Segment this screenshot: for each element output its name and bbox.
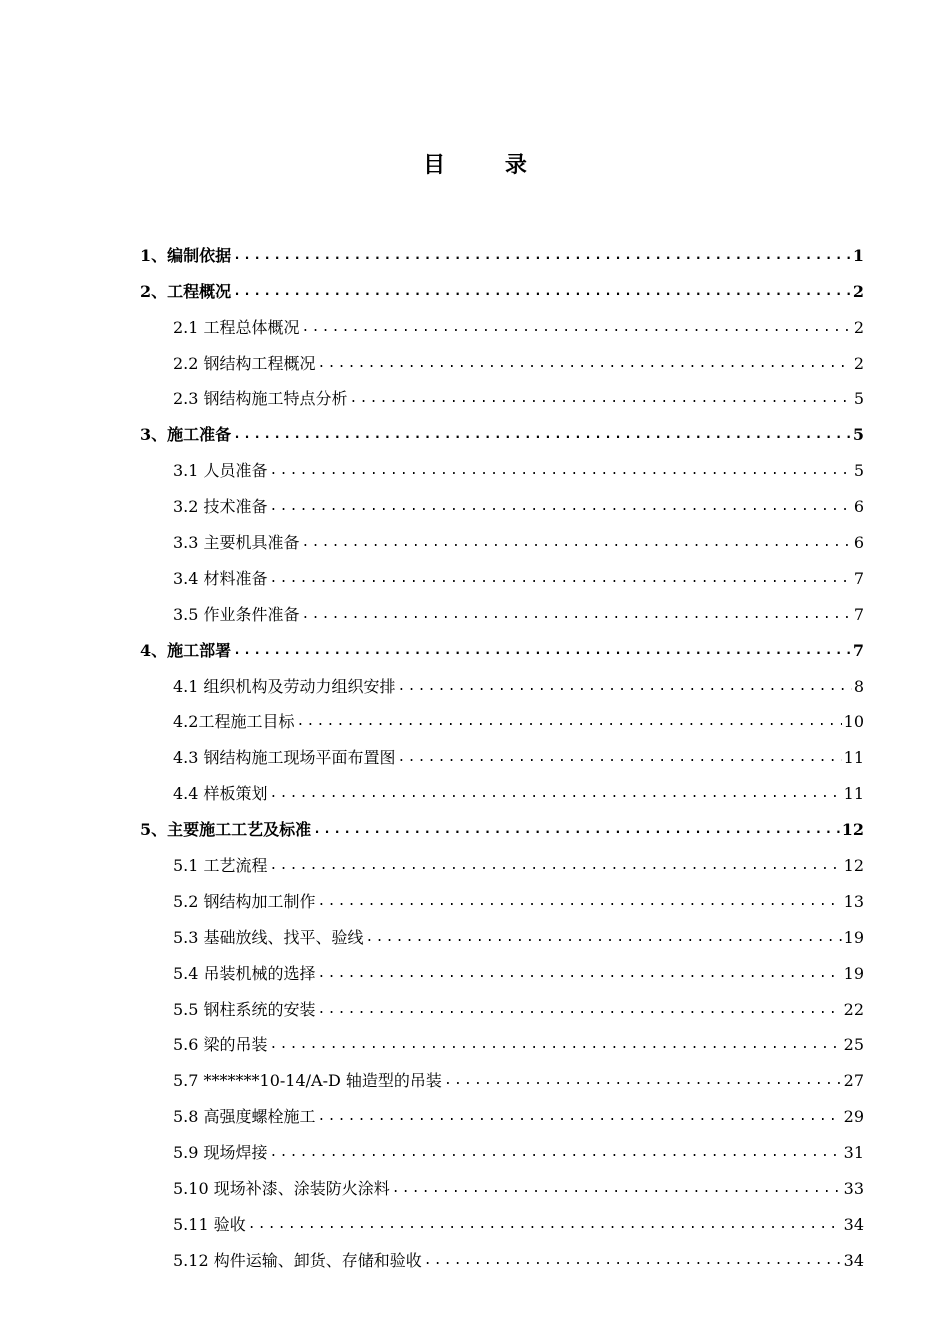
toc-dot-leader [302,604,852,628]
toc-dot-leader [270,783,842,807]
toc-entry-page-number: 6 [853,497,864,517]
toc-entry-label: 3.5 作业条件准备 [173,604,300,624]
toc-entry-page-number: 19 [843,927,864,947]
toc-entry[interactable] [140,269,864,305]
toc-entry-page-number: 10 [843,712,864,732]
toc-dot-leader [233,640,851,664]
toc-entry-label: 5.8 高强度螺栓施工 [173,1107,316,1127]
toc-entry-label: 3.3 主要机具准备 [173,533,300,553]
toc-entry[interactable] [140,448,864,484]
toc-entry[interactable] [140,305,864,341]
toc-entry[interactable] [140,341,864,377]
toc-entry-label: 4.3 钢结构施工现场平面布置图 [173,748,396,768]
toc-entry-label: 3.2 技术准备 [173,497,268,517]
toc-entry[interactable] [140,520,864,556]
toc-dot-leader [233,424,851,448]
toc-dot-leader [318,891,842,915]
toc-entry[interactable] [140,412,864,448]
toc-entry[interactable] [140,771,864,807]
toc-dot-leader [233,281,851,305]
toc-entry-label: 2.2 钢结构工程概况 [173,353,316,373]
toc-entry[interactable] [140,628,864,664]
toc-entry-page-number: 19 [843,963,864,983]
toc-entry-page-number: 7 [853,568,864,588]
toc-entry[interactable] [140,484,864,520]
toc-entry-page-number: 11 [843,748,864,768]
toc-entry-label: 2、工程概况 [140,281,232,301]
toc-entry-label: 4.1 组织机构及劳动力组织安排 [173,676,396,696]
toc-entry-page-number: 22 [843,999,864,1019]
toc-entry-page-number: 8 [853,676,864,696]
toc-dot-leader [248,1214,842,1238]
toc-dot-leader [302,317,852,341]
toc-dot-leader [350,388,852,412]
toc-entry-label: 5.2 钢结构加工制作 [173,891,316,911]
toc-dot-leader [424,1250,842,1274]
toc-entry-page-number: 7 [852,640,864,660]
toc-entry[interactable] [140,843,864,879]
toc-entry-label: 5.3 基础放线、找平、验线 [173,927,364,947]
toc-entry-label: 5.11 验收 [173,1214,246,1234]
toc-entry-label: 5.9 现场焊接 [173,1143,268,1163]
toc-entry-page-number: 5 [853,461,864,481]
toc-entry[interactable] [140,556,864,592]
toc-dot-leader [302,532,852,556]
toc-entry[interactable] [140,700,864,736]
toc-entry-page-number: 1 [852,245,864,265]
toc-dot-leader [296,711,841,735]
toc-dot-leader [318,963,842,987]
toc-entry[interactable] [140,879,864,915]
toc-entry-page-number: 33 [843,1179,864,1199]
toc-entry[interactable] [140,1094,864,1130]
toc-entry-page-number: 5 [853,389,864,409]
toc-entry-page-number: 12 [843,856,864,876]
toc-dot-leader [270,1142,842,1166]
toc-dot-leader [270,496,852,520]
toc-entry-label: 4.4 样板策划 [173,784,268,804]
toc-entry-label: 5.6 梁的吊装 [173,1035,268,1055]
toc-entry-label: 3.4 材料准备 [173,568,268,588]
toc-entry[interactable] [140,951,864,987]
toc-entry-page-number: 34 [843,1214,864,1234]
toc-entry-page-number: 7 [853,604,864,624]
toc-entry-label: 5.7 *******10-14/A-D 轴造型的吊装 [173,1071,442,1091]
toc-entry-page-number: 5 [852,425,864,445]
toc-entry-label: 1、编制依据 [140,245,232,265]
toc-entry[interactable] [140,1238,864,1274]
toc-entry-page-number: 29 [843,1107,864,1127]
toc-dot-leader [366,927,842,951]
toc-entry-page-number: 13 [843,891,864,911]
toc-dot-leader [233,245,851,269]
toc-entry-label: 5.12 构件运输、卸货、存储和验收 [173,1250,422,1270]
toc-entry[interactable] [140,592,864,628]
toc-dot-leader [270,855,842,879]
toc-entry-label: 4.2工程施工目标 [173,712,295,732]
toc-entry[interactable] [140,1202,864,1238]
toc-dot-leader [270,460,852,484]
toc-dot-leader [270,1034,842,1058]
toc-entry-page-number: 25 [843,1035,864,1055]
toc-entry-page-number: 11 [843,784,864,804]
toc-entry-label: 5、主要施工工艺及标准 [140,820,312,840]
toc-entry-label: 5.4 吊装机械的选择 [173,963,316,983]
toc-entry-label: 4、施工部署 [140,640,232,660]
toc-entry[interactable] [140,735,864,771]
toc-entry-page-number: 31 [843,1143,864,1163]
toc-entry[interactable] [140,233,864,269]
toc-entry[interactable] [140,987,864,1023]
toc-entry-label: 2.1 工程总体概况 [173,317,300,337]
toc-entry[interactable] [140,1058,864,1094]
toc-dot-leader [318,1106,842,1130]
toc-entry-label: 3.1 人员准备 [173,461,268,481]
toc-entry-label: 5.10 现场补漆、涂装防火涂料 [173,1179,390,1199]
toc-dot-leader [270,568,852,592]
toc-entry-page-number: 2 [853,353,864,373]
toc-dot-leader [398,676,852,700]
toc-dot-leader [313,819,840,843]
toc-entry-label: 2.3 钢结构施工特点分析 [173,389,348,409]
toc-dot-leader [318,353,852,377]
toc-entry[interactable] [140,1130,864,1166]
toc-entry-label: 5.1 工艺流程 [173,856,268,876]
toc-entry-page-number: 6 [853,533,864,553]
toc-dot-leader [392,1178,842,1202]
toc-entry[interactable] [140,1166,864,1202]
toc-dot-leader [444,1070,842,1094]
toc-entry-page-number: 2 [853,317,864,337]
toc-dot-leader [318,999,842,1023]
toc-entry-page-number: 34 [843,1250,864,1270]
toc-entry-label: 3、施工准备 [140,425,232,445]
toc-dot-leader [398,747,842,771]
page-title: 目 录 [423,152,553,178]
toc-entry[interactable] [140,1023,864,1059]
toc-entry[interactable] [140,377,864,413]
toc-entry-label: 5.5 钢柱系统的安装 [173,999,316,1019]
table-of-contents [140,233,864,1274]
toc-entry-page-number: 12 [841,820,864,840]
toc-entry[interactable] [140,807,864,843]
toc-entry[interactable] [140,664,864,700]
toc-entry-page-number: 2 [852,281,864,301]
toc-entry-page-number: 27 [843,1071,864,1091]
toc-entry[interactable] [140,915,864,951]
